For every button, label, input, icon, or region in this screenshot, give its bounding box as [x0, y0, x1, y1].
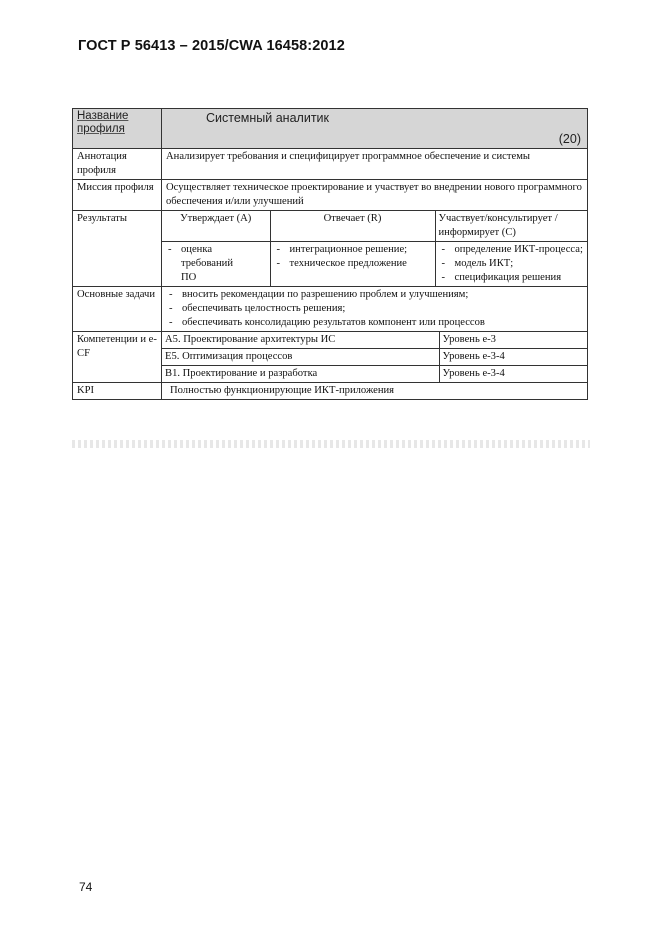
results-col-responsible [270, 242, 435, 287]
competence-row [162, 332, 587, 349]
profile-table [72, 108, 588, 400]
task-item: - вносить рекомендации по разрешению проблем и улучшениям; [166, 288, 583, 302]
results-item: - оценка требований ПО [165, 243, 245, 285]
results-header-responsible: Отвечает (R) [270, 211, 435, 242]
tasks-cell [162, 287, 588, 332]
results-table [162, 211, 587, 286]
tasks-label: Основные задачи [73, 287, 162, 332]
document-header: ГОСТ Р 56413 – 2015/CWA 16458:2012 [78, 38, 345, 54]
profile-code: (20) [558, 132, 581, 146]
scan-artifact [72, 440, 590, 448]
tasks-row [73, 287, 588, 332]
profile-name-row [73, 109, 588, 149]
competences-row [73, 332, 588, 383]
profile-name-value-cell [162, 109, 588, 149]
competence-name: Е5. Оптимизация процессов [162, 349, 439, 366]
results-header-contributes: Участвует/консультирует /информирует (С) [435, 211, 587, 242]
profile-name-label-cell [73, 109, 162, 149]
annotation-value: Анализирует требования и специфицирует программное обеспечение и системы [162, 149, 588, 180]
competence-level: Уровень е-3-4 [439, 349, 587, 366]
results-header-row [162, 211, 587, 242]
competences-label: Компетенции и e-CF [73, 332, 162, 383]
kpi-row [73, 383, 588, 400]
results-label: Результаты [73, 211, 162, 287]
competence-name: В1. Проектирование и разработка [165, 368, 318, 379]
results-col-approves [162, 242, 270, 287]
mission-label: Миссия профиля [73, 180, 162, 211]
results-item: - определение ИКТ-процесса; [439, 243, 585, 257]
annotation-row [73, 149, 588, 180]
profile-name-value: Системный аналитик [206, 111, 329, 125]
profile-name-label: Название профиля [77, 110, 129, 135]
results-row [73, 211, 588, 287]
mission-row [73, 180, 588, 211]
competence-row [162, 366, 587, 383]
competences-cell [162, 332, 588, 383]
results-cell [162, 211, 588, 287]
mission-value: Осуществляет техническое проектирование и участвует во внедрении нового программного обеспечения и/или улучшений [162, 180, 588, 211]
results-header-approves: Утверждает (А) [162, 211, 270, 242]
results-col-contributes [435, 242, 587, 287]
competence-name: А5. Проектирование архитектуры ИС [162, 332, 439, 349]
results-body-row [162, 242, 587, 287]
tasks-list [166, 288, 583, 330]
task-item: - обеспечивать целостность решения; [166, 302, 583, 316]
competence-row [162, 349, 587, 366]
kpi-value: Полностью функционирующие ИКТ-приложения [162, 383, 588, 400]
results-item: - интеграционное решение; [274, 243, 414, 257]
page-number: 74 [79, 880, 93, 894]
results-item: - модель ИКТ; [439, 257, 585, 271]
competence-level: Уровень е-3-4 [439, 366, 587, 383]
annotation-label: Аннотация профиля [73, 149, 162, 180]
competence-level: Уровень е-3 [439, 332, 587, 349]
results-item: - спецификация решения [439, 271, 585, 285]
kpi-label: KPI [73, 383, 162, 400]
results-item: - техническое предложение [274, 257, 414, 271]
competences-table [162, 332, 587, 382]
task-item: - обеспечивать консолидацию результатов компонент или процессов [166, 316, 583, 330]
